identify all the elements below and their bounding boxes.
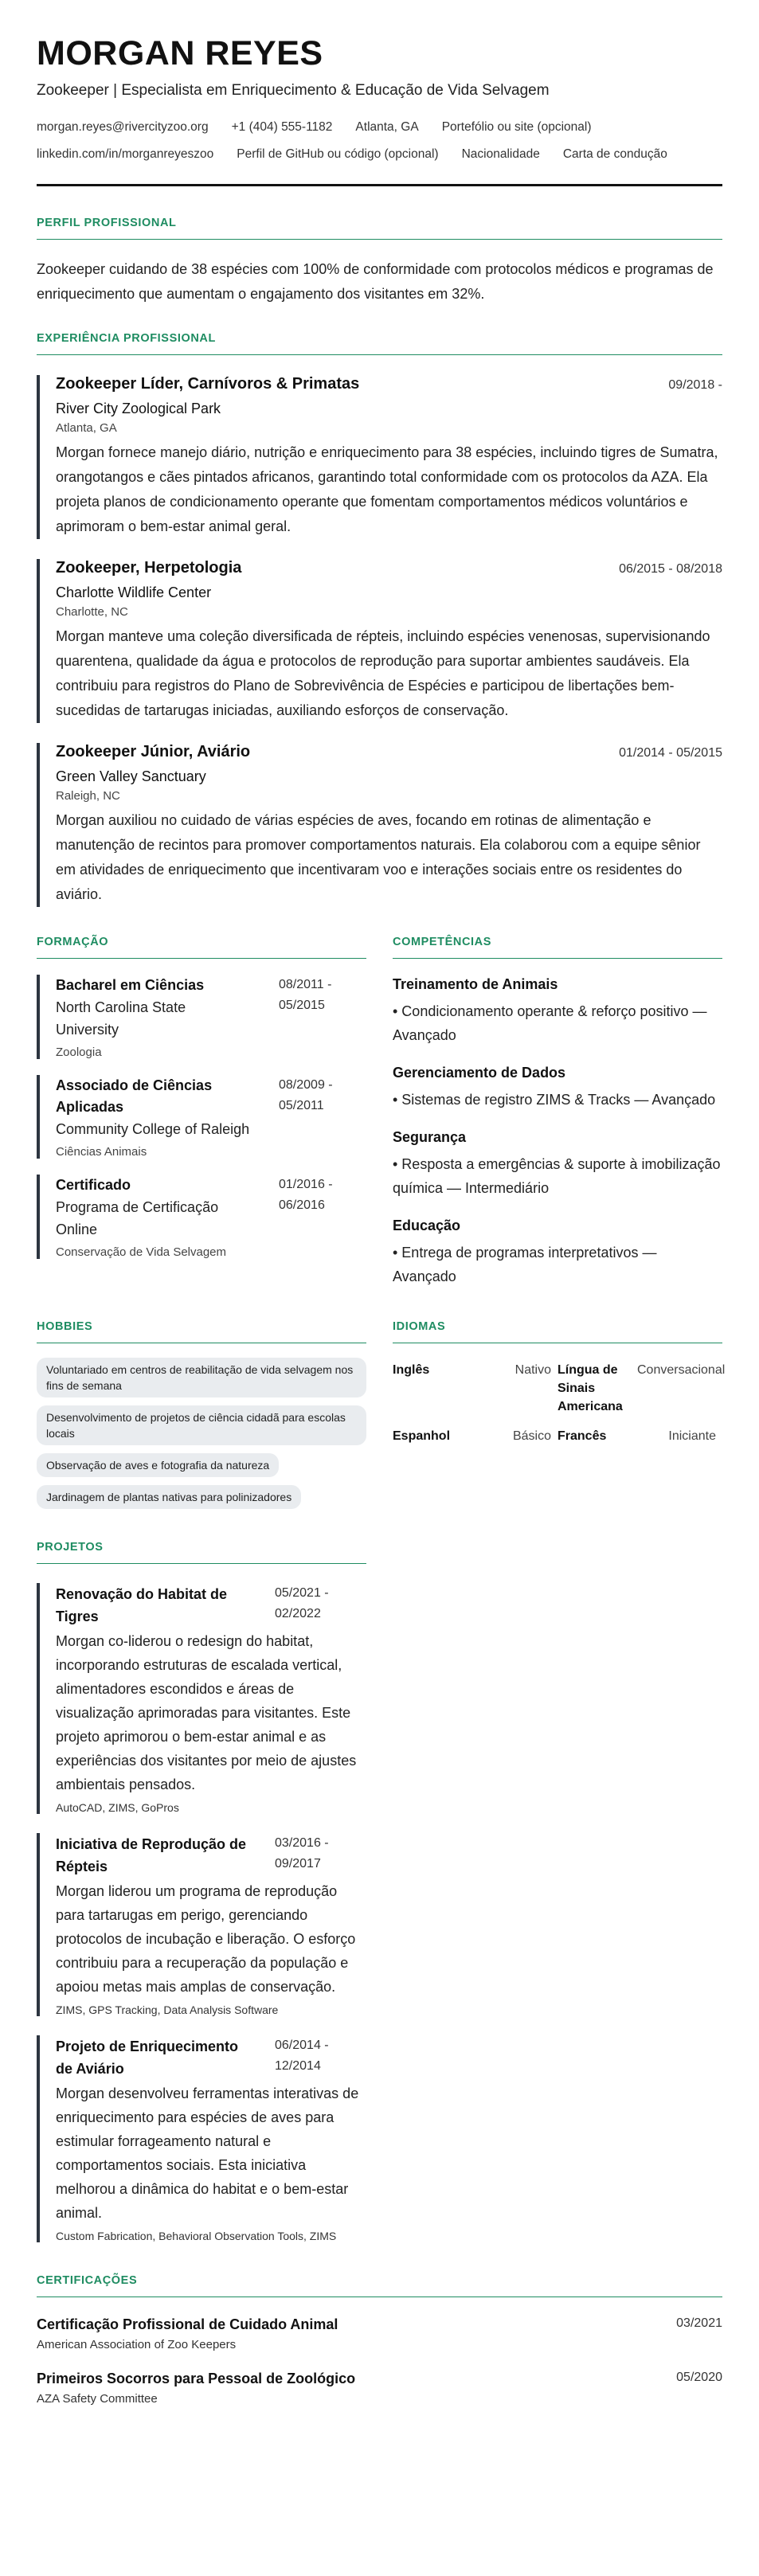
project-entry <box>37 1583 366 1814</box>
education-date: 01/2016 - 06/2016 <box>279 1178 333 1212</box>
section-title: PERFIL PROFISSIONAL <box>37 217 722 240</box>
section-title: COMPETÊNCIAS <box>393 936 722 959</box>
job-title: Zookeeper Líder, Carnívoros & Primatas <box>56 375 360 393</box>
project-title: Iniciativa de Reprodução de Répteis <box>56 1836 247 1874</box>
language-name: Espanhol <box>393 1429 451 1443</box>
languages-section <box>393 1320 726 1517</box>
skill-category: Gerenciamento de Dados <box>393 1065 566 1081</box>
certifications-section <box>37 2274 722 2406</box>
job-organization: Charlotte Wildlife Center <box>56 584 212 600</box>
contact-driving-license: Carta de condução <box>562 147 667 161</box>
skill-item: • Condicionamento operante & reforço positivo — Avançado <box>393 1003 707 1043</box>
education-date: 08/2009 - 05/2011 <box>279 1078 333 1112</box>
certification-issuer: AZA Safety Committee <box>37 2392 158 2406</box>
project-tools: ZIMS, GPS Tracking, Data Analysis Software <box>56 2003 279 2016</box>
education-degree: Associado de Ciências Aplicadas <box>56 1077 213 1115</box>
hobby-chip: Desenvolvimento de projetos de ciência cidadã para escolas locais <box>37 1405 366 1445</box>
education-degree: Bacharel em Ciências <box>56 977 205 993</box>
job-title: Zookeeper, Herpetologia <box>56 559 242 577</box>
education-degree: Certificado <box>56 1177 131 1193</box>
education-entry <box>37 975 366 1059</box>
job-organization: River City Zoological Park <box>56 401 221 416</box>
candidate-headline: Zookeeper | Especialista em Enriquecimento & Educação de Vida Selvagem <box>37 82 550 99</box>
job-title: Zookeeper Júnior, Aviário <box>56 743 251 760</box>
skills-section <box>393 936 722 1288</box>
job-description: Morgan auxiliou no cuidado de várias espécies de aves, focando em rotinas de alimentação e manutenção de recintos para promover comportamentos naturais. Ela colaborou com a equipe sênior em atividades de enriquecimento que incentivaram voo e interações sociais entre os residentes do aviário. <box>56 812 701 902</box>
contact-info <box>37 114 722 168</box>
resume-header <box>37 34 722 186</box>
project-title: Renovação do Habitat de Tigres <box>56 1586 228 1624</box>
project-entry <box>37 1833 366 2016</box>
certification-date: 05/2020 <box>676 2371 722 2384</box>
education-field: Conservação de Vida Selvagem <box>56 1245 227 1259</box>
contact-github[interactable]: Perfil de GitHub ou código (opcional) <box>237 147 439 161</box>
job-organization: Green Valley Sanctuary <box>56 768 206 784</box>
project-date: 05/2021 - 02/2022 <box>275 1586 329 1620</box>
project-entry <box>37 2035 366 2242</box>
certification-name: Primeiros Socorros para Pessoal de Zoológico <box>37 2371 356 2386</box>
education-skills-row <box>37 936 722 1288</box>
education-school: Programa de Certificação Online <box>56 1199 219 1237</box>
hobbies-section <box>37 1320 366 1517</box>
contact-location: Atlanta, GA <box>355 120 419 134</box>
section-title: PROJETOS <box>37 1541 366 1564</box>
education-school: North Carolina State University <box>56 999 186 1038</box>
job-entry <box>37 743 722 907</box>
section-title: IDIOMAS <box>393 1320 722 1343</box>
summary-text: Zookeeper cuidando de 38 espécies com 100% de conformidade com protocolos médicos e programas de enriquecimento que aumentam o engajamento dos visitantes em 32%. <box>37 261 714 302</box>
job-date: 06/2015 - 08/2018 <box>619 562 722 576</box>
education-field: Zoologia <box>56 1046 102 1059</box>
language-name: Inglês <box>393 1363 430 1377</box>
skill-item: • Resposta a emergências & suporte à imobilização química — Intermediário <box>393 1156 721 1196</box>
language-name: Francês <box>558 1429 607 1443</box>
project-tools: AutoCAD, ZIMS, GoPros <box>56 1801 179 1814</box>
skill-category: Treinamento de Animais <box>393 976 558 992</box>
summary-section <box>37 217 722 307</box>
projects-section <box>37 1541 366 2242</box>
job-location: Charlotte, NC <box>56 605 128 619</box>
hobbies-languages-row <box>37 1320 726 1517</box>
certification-name: Certificação Profissional de Cuidado Animal <box>37 2316 338 2332</box>
section-title: CERTIFICAÇÕES <box>37 2274 722 2297</box>
job-description: Morgan fornece manejo diário, nutrição e enriquecimento para 38 espécies, incluindo tigres de Sumatra, orangotangos e cães pintados africanos, garantindo total conformidade com os protocolos da AZA. Ela projeta planos de condicionamento operante que fomentam comportamentos médicos voluntários e aprimoram o bem-estar animal geral. <box>56 444 718 534</box>
language-level: Básico <box>512 1429 551 1443</box>
project-description: Morgan desenvolveu ferramentas interativas de enriquecimento para espécies de aves para estimular forrageamento natural e comportamentos sociais. Esta iniciativa melhorou a dinâmica do habitat e o bem-estar animal. <box>56 2085 359 2221</box>
job-date: 01/2014 - 05/2015 <box>619 746 722 760</box>
contact-phone[interactable]: +1 (404) 555-1182 <box>231 120 333 134</box>
certification-entry <box>37 2316 722 2351</box>
job-date: 09/2018 - <box>668 378 722 392</box>
project-description: Morgan co-liderou o redesign do habitat, incorporando estruturas de escalada vertical, alimentadores escondidos e áreas de visualização aprimoradas para visitantes. Este projeto aprimorou o bem-estar animal e as experiências dos visitantes por meio de ajustes ambientais pensados. <box>56 1633 357 1792</box>
hobby-chip: Observação de aves e fotografia da natureza <box>37 1453 279 1477</box>
education-entry <box>37 1075 366 1159</box>
header-divider <box>37 184 722 186</box>
project-description: Morgan liderou um programa de reprodução para tartarugas em perigo, gerenciando protocolos de incubação e liberação. O esforço contribuiu para a recuperação da população e apoiou metas mais amplas de conservação. <box>56 1883 356 1995</box>
project-date: 06/2014 - 12/2014 <box>275 2039 329 2073</box>
section-title: EXPERIÊNCIA PROFISSIONAL <box>37 332 722 355</box>
hobby-chip: Jardinagem de plantas nativas para polinizadores <box>37 1485 301 1509</box>
language-level: Nativo <box>514 1363 551 1377</box>
job-location: Atlanta, GA <box>56 421 117 435</box>
education-school: Community College of Raleigh <box>56 1121 250 1137</box>
education-entry <box>37 1175 366 1259</box>
experience-section <box>37 332 722 907</box>
education-field: Ciências Animais <box>56 1145 147 1159</box>
certification-date: 03/2021 <box>676 2316 722 2330</box>
education-section <box>37 936 366 1288</box>
candidate-name: MORGAN REYES <box>37 34 323 72</box>
contact-linkedin[interactable]: linkedin.com/in/morganreyeszoo <box>37 147 214 161</box>
section-title: FORMAÇÃO <box>37 936 366 959</box>
hobby-chip: Voluntariado em centros de reabilitação de vida selvagem nos fins de semana <box>37 1358 366 1397</box>
language-level: Conversacional <box>637 1363 726 1377</box>
job-description: Morgan manteve uma coleção diversificada de répteis, incluindo espécies venenosas, supervisionando quarentena, qualidade da água e protocolos de reprodução para suportar ambientes saudáveis. Ela contribuiu para registros do Plano de Sobrevivência de Espécies e participou de libertações bem-sucedidas de tartarugas iniciadas, auxiliando esforços de conservação. <box>56 628 710 718</box>
education-date: 08/2011 - 05/2015 <box>279 978 332 1012</box>
skill-item: • Entrega de programas interpretativos — Avançado <box>393 1245 657 1284</box>
certification-issuer: American Association of Zoo Keepers <box>37 2338 237 2351</box>
job-entry <box>37 559 722 723</box>
job-location: Raleigh, NC <box>56 789 120 803</box>
section-title: HOBBIES <box>37 1320 366 1343</box>
certification-entry <box>37 2371 722 2406</box>
project-title: Projeto de Enriquecimento de Aviário <box>56 2039 239 2077</box>
job-entry <box>37 375 722 539</box>
contact-nationality: Nacionalidade <box>461 147 540 161</box>
project-date: 03/2016 - 09/2017 <box>275 1836 329 1870</box>
project-tools: Custom Fabrication, Behavioral Observation Tools, ZIMS <box>56 2230 337 2242</box>
contact-portfolio[interactable]: Portefólio ou site (opcional) <box>441 120 592 134</box>
skill-category: Educação <box>393 1218 461 1233</box>
skill-category: Segurança <box>393 1129 467 1145</box>
language-level: Iniciante <box>668 1429 716 1443</box>
contact-email[interactable]: morgan.reyes@rivercityzoo.org <box>37 120 209 134</box>
skill-item: • Sistemas de registro ZIMS & Tracks — Avançado <box>393 1092 716 1108</box>
language-name: Língua de Sinais Americana <box>558 1363 623 1413</box>
